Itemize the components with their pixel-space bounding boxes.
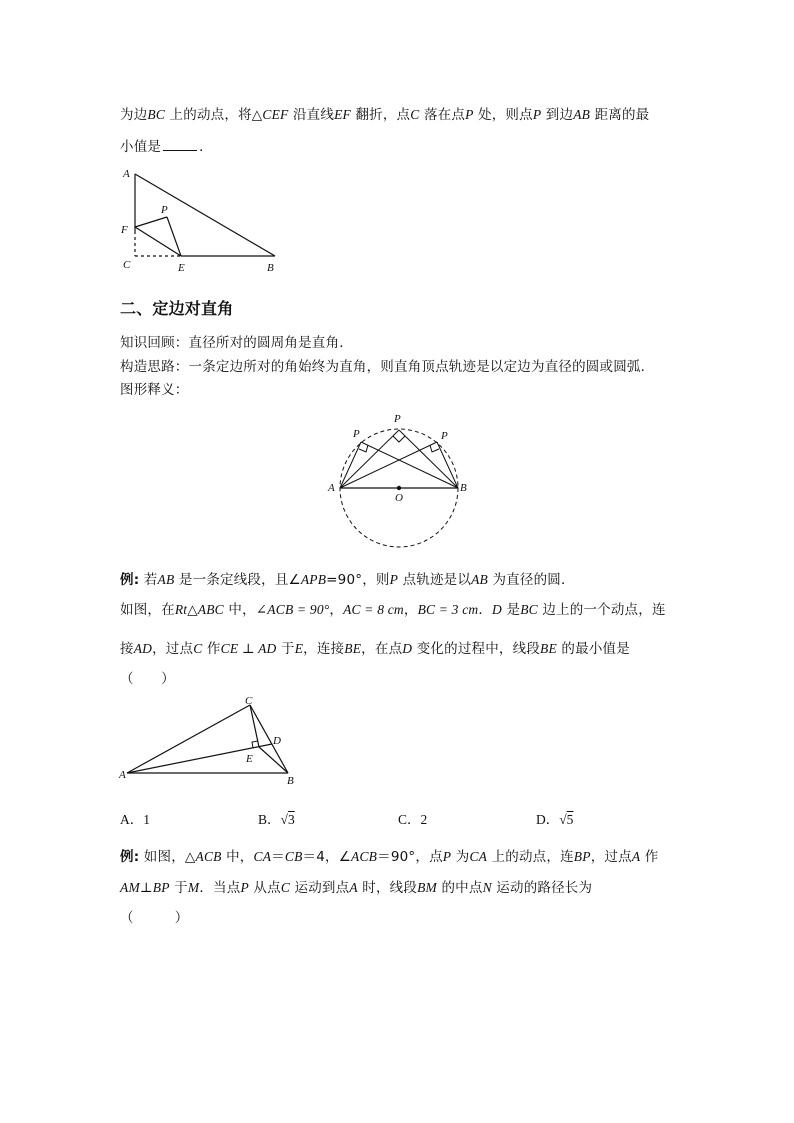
math-var: C [193, 641, 203, 656]
label-p-left: P [353, 428, 360, 440]
option-value: 3 [287, 812, 295, 827]
math-expr: Rt△ABC [174, 602, 224, 617]
text: 是 [502, 602, 521, 618]
example-2-line-2 [120, 876, 592, 896]
text: 小值是 [120, 139, 162, 155]
text: 为 [451, 849, 470, 865]
math-var: P [389, 572, 399, 587]
math-var: CB [284, 849, 303, 864]
option-d [536, 808, 573, 828]
text: 的中点 [436, 880, 483, 896]
math-var: CA [469, 849, 488, 864]
math-var: A [631, 849, 641, 864]
math-var: EF [334, 107, 351, 122]
text: 处，则点 [473, 107, 533, 123]
text: 到边 [541, 107, 574, 123]
label-b: B [267, 262, 274, 274]
text: 是一条定线段，且∠ [174, 572, 301, 588]
text: 运动到点 [290, 880, 350, 896]
example-2-line-1 [120, 845, 658, 865]
option-c: C．2 [398, 812, 428, 827]
text: ．当点 [199, 880, 241, 896]
math-var: E [294, 641, 304, 656]
math-var: C [280, 880, 291, 895]
math-var: BC [520, 602, 538, 617]
section-heading: 二、定边对直角 [120, 299, 234, 318]
math-var: BC [147, 107, 166, 122]
math-var: CA [253, 849, 272, 864]
math-var: BM [417, 880, 437, 895]
answer-blank [163, 140, 197, 151]
math-var: D [402, 641, 413, 656]
text: ，连接 [303, 641, 345, 657]
text: 为边 [120, 107, 148, 123]
label-p-top: P [394, 413, 401, 425]
label-a: A [119, 769, 126, 781]
construction-idea: 构造思路：一条定边所对的角始终为直角，则直角顶点轨迹是以定边为直径的圆或圆弧． [120, 359, 655, 375]
text: ， [329, 602, 344, 618]
example-tag: 例: [120, 572, 140, 588]
math-var: ACB [351, 849, 378, 864]
problem-line-1 [120, 598, 666, 618]
option-value: 5 [566, 812, 574, 827]
math-var: P [240, 880, 249, 895]
text: 从点 [248, 880, 281, 896]
math-var: D [492, 602, 502, 617]
knowledge-recall: 知识回顾：直径所对的圆周角是直角． [120, 335, 353, 351]
text: 若 [139, 572, 158, 588]
option-label: B． [258, 812, 281, 827]
text: 落在点 [419, 107, 466, 123]
math-var: APB [300, 572, 327, 587]
label-a: A [328, 482, 335, 494]
math-expr: AC = 8 cm [343, 602, 404, 617]
text: ，过点 [590, 849, 632, 865]
text: =90°，则 [326, 572, 390, 588]
answer-parentheses: （ ） [120, 671, 175, 687]
text: 接 [120, 641, 134, 657]
math-expr: AM⊥BP [120, 880, 170, 895]
text: 点轨迹是以 [398, 572, 472, 588]
sqrt-symbol: √ [559, 812, 567, 827]
label-c: C [123, 259, 131, 271]
text: ＝90°，点 [377, 849, 443, 865]
math-var: M [187, 880, 200, 895]
math-var: AD [133, 641, 153, 656]
text: ＝4，∠ [302, 849, 352, 865]
problem-line-2 [120, 637, 630, 657]
math-var: AB [573, 107, 591, 122]
text: 变化的过程中，线段 [412, 641, 541, 657]
option-b [258, 808, 295, 828]
text: 中， [221, 849, 254, 865]
text: ＝ [271, 849, 285, 865]
label-a: A [123, 168, 130, 180]
text: 作 [202, 641, 221, 657]
text: 距离的最 [590, 107, 650, 123]
math-expr: CE ⊥ AD [220, 641, 277, 656]
label-c: C [245, 695, 253, 707]
text: ，过点 [152, 641, 194, 657]
math-var: BP [573, 849, 591, 864]
text: ，在点 [361, 641, 403, 657]
text: 边上的一个动点，连 [537, 602, 666, 618]
text: 上的动点，连 [487, 849, 574, 865]
label-e: E [246, 753, 253, 765]
math-var: P [532, 107, 542, 122]
text: 时，线段 [357, 880, 418, 896]
math-var: N [482, 880, 492, 895]
math-var: ACB [195, 849, 222, 864]
text-line-1 [120, 103, 649, 123]
label-b: B [287, 775, 294, 787]
figure-right-triangle [115, 692, 305, 790]
label-d: D [273, 735, 281, 747]
text: 上的动点，将 [165, 107, 252, 123]
text: 翻折，点 [350, 107, 411, 123]
figure-explanation: 图形释义： [120, 382, 189, 398]
math-var: P [442, 849, 452, 864]
math-var: BE [540, 641, 557, 656]
figure-circle-diameter [318, 408, 478, 553]
text: ． [199, 139, 213, 155]
text-line-2 [120, 135, 213, 155]
figure-triangle-fold [115, 163, 285, 278]
math-var: BE [344, 641, 362, 656]
label-p-right: P [441, 430, 448, 442]
answer-parentheses-2: （ ） [120, 910, 189, 926]
math-var: C [410, 107, 420, 122]
sqrt-symbol: √ [280, 812, 288, 827]
text: 为直径的圆． [487, 572, 575, 588]
text: 的最小值是 [556, 641, 630, 657]
label-o: O [395, 492, 403, 504]
text: 作 [640, 849, 659, 865]
triangle-symbol: △ [251, 107, 263, 123]
math-var: AB [157, 572, 175, 587]
text: ， [403, 602, 418, 618]
option-label: D． [536, 812, 560, 827]
example-tag: 例: [120, 849, 140, 865]
text: 如图，在 [120, 602, 175, 618]
text: 于 [169, 880, 188, 896]
math-var: AB [471, 572, 488, 587]
math-var: CEF [262, 107, 289, 122]
example-1 [120, 568, 575, 588]
text: ． [478, 602, 493, 618]
label-b: B [460, 482, 467, 494]
math-var: P [465, 107, 474, 122]
text: 于 [276, 641, 295, 657]
math-var: A [349, 880, 358, 895]
text: 如图，△ [139, 849, 196, 865]
label-e: E [178, 262, 185, 274]
text: 沿直线 [288, 107, 335, 123]
option-a: A．1 [120, 812, 150, 827]
label-p: P [161, 204, 168, 216]
text: 运动的路径长为 [491, 880, 593, 896]
label-f: F [121, 224, 128, 236]
math-expr: ∠ACB = 90° [255, 602, 330, 617]
math-expr: BC = 3 cm [417, 602, 479, 617]
text: 中， [223, 602, 256, 618]
